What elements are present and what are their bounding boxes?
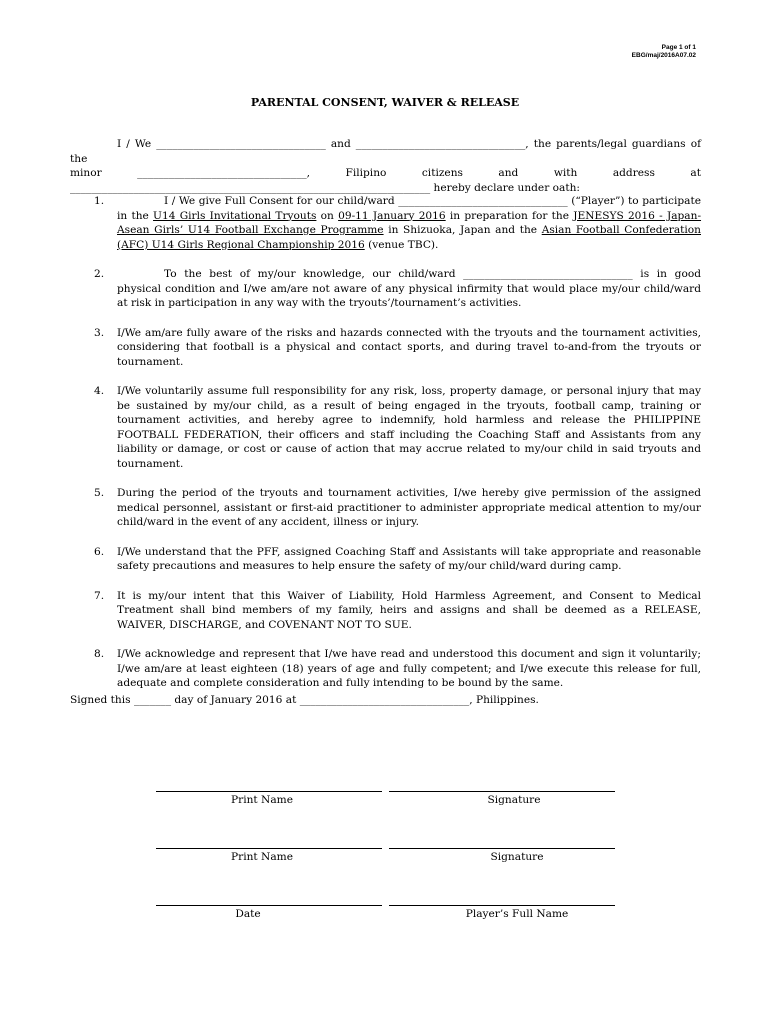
clause-number: 1.: [94, 195, 105, 207]
signature-line-2[interactable]: [389, 848, 615, 849]
clause-3: [70, 326, 701, 370]
page-number: Page 1 of 1: [661, 44, 696, 51]
clause-2: [70, 267, 701, 311]
intro-word: ________________________________,: [137, 167, 311, 179]
clause-number: 3.: [94, 326, 105, 339]
clause-number: 6.: [94, 545, 105, 558]
player-name-caption: Player’s Full Name: [465, 908, 569, 920]
intro-word: address: [612, 167, 655, 179]
event-dates: 09-11 January 2016: [338, 209, 446, 222]
signature-caption-2: Signature: [490, 851, 544, 863]
clause-number: 8.: [94, 648, 105, 660]
clause-number: 5.: [94, 487, 105, 499]
signature-caption-1: Signature: [487, 794, 541, 806]
print-name-line-2[interactable]: [156, 848, 382, 849]
document-title: PARENTAL CONSENT, WAIVER & RELEASE: [250, 96, 520, 109]
clause-5: [70, 486, 701, 530]
clause-1: 1. I / We give Full Consent for our child/ward ________________________________ (“Player”) to participate in the U14 Girls Invitational Tryouts on 09-11 January 2016 in preparation for the JENESYS 2016 - Japan-Asean Girls’ U14 Football Exchange Programme in Shizuoka, Japan and the Asian Football Confederation (AFC) U14 Girls Regional Championship 2016 (venue TBC).: [94, 195, 702, 251]
clause-number: 7.: [94, 589, 105, 602]
date-caption: Date: [235, 908, 261, 920]
signature-line-1[interactable]: [389, 791, 615, 792]
clause-text: I/We acknowledge and represent that I/we have read and understood this document and sign it voluntarily; I/we am/are at least eighteen (18) years of age and fully competent; and I/we execute this release for full, adequate and complete consideration and fully intending to be bound by the same.: [117, 648, 701, 689]
event-tryouts: U14 Girls Invitational Tryouts: [153, 209, 317, 222]
intro-word: at: [690, 167, 701, 179]
intro-word: minor: [70, 167, 102, 179]
intro-paragraph: [70, 137, 701, 195]
date-line[interactable]: [156, 905, 382, 906]
document-ref: EBG/maj/2016A07.02: [631, 52, 696, 59]
clause-number: 4.: [94, 385, 105, 397]
intro-line-2: [70, 166, 701, 181]
clause-text: To the best of my/our knowledge, our child/ward ________________________________ is in good physical condition and I/we am/are not aware of any physical infirmity that would place my/our child/ward at risk in participation in any way with the tryouts’/tournament’s activities.: [117, 268, 701, 309]
intro-line-3: ____________________________________________________________________ hereby declare under oath:: [70, 181, 580, 194]
event-afc: Asian Football Confederation (AFC) U14 Girls Regional Championship 2016: [117, 224, 701, 251]
clause-text: I/We understand that the PFF, assigned Coaching Staff and Assistants will take appropriate and reasonable safety precautions and measures to help ensure the safety of my/our child/ward during camp.: [117, 545, 701, 572]
clause-number: 2.: [94, 268, 105, 280]
clause-8: [70, 647, 701, 691]
clause-text: I/We voluntarily assume full responsibility for any risk, loss, property damage, or personal injury that may be sustained by my/our child, as a result of being engaged in the tryouts, football camp, training or tournament activities, and hereby agree to indemnify, hold harmless and release the PHILIPPINE FOOTBALL FEDERATION, their officers and staff including the Coaching Staff and Assistants from any liability or damage, or cost or cause of action that may accrue related to my/our child in said tryouts and tournament.: [117, 385, 701, 470]
print-name-line-1[interactable]: [156, 791, 382, 792]
event-jenesys: JENESYS 2016 - Japan-Asean Girls’ U14 Football Exchange Programme: [117, 209, 702, 236]
signed-line: Signed this _______ day of January 2016 at ________________________________, Philippines.: [70, 694, 539, 706]
intro-line-1: I / We ________________________________ and ________________________________, the parents/legal guardians of the: [70, 138, 701, 165]
clause-7: [70, 589, 701, 633]
clause-text: During the period of the tryouts and tournament activities, I/we hereby give permission of the assigned medical personnel, assistant or first-aid practitioner to administer appropriate medical attention to my/our child/ward in the event of any accident, illness or injury.: [117, 487, 701, 528]
clause-text: I/We am/are fully aware of the risks and hazards connected with the tryouts and the tournament activities, considering that football is a physical and contact sports, and during travel to-and-from the tryouts or tournament.: [117, 326, 701, 368]
print-name-caption-2: Print Name: [231, 851, 293, 863]
page-header: [632, 44, 696, 60]
intro-word: citizens: [421, 167, 463, 179]
intro-word: Filipino: [345, 167, 387, 179]
clause-list: [70, 194, 701, 706]
player-name-line[interactable]: [389, 905, 615, 906]
clause-4: [70, 384, 701, 471]
clause-6: [70, 545, 701, 574]
intro-word: and: [498, 167, 519, 179]
intro-word: with: [553, 167, 578, 179]
print-name-caption-1: Print Name: [231, 794, 293, 806]
clause-text: It is my/our intent that this Waiver of Liability, Hold Harmless Agreement, and Consent to Medical Treatment shall bind members of my family, heirs and assigns and shall be deemed as a RELEASE, WAIVER, DISCHARGE, and COVENANT NOT TO SUE.: [117, 589, 701, 631]
